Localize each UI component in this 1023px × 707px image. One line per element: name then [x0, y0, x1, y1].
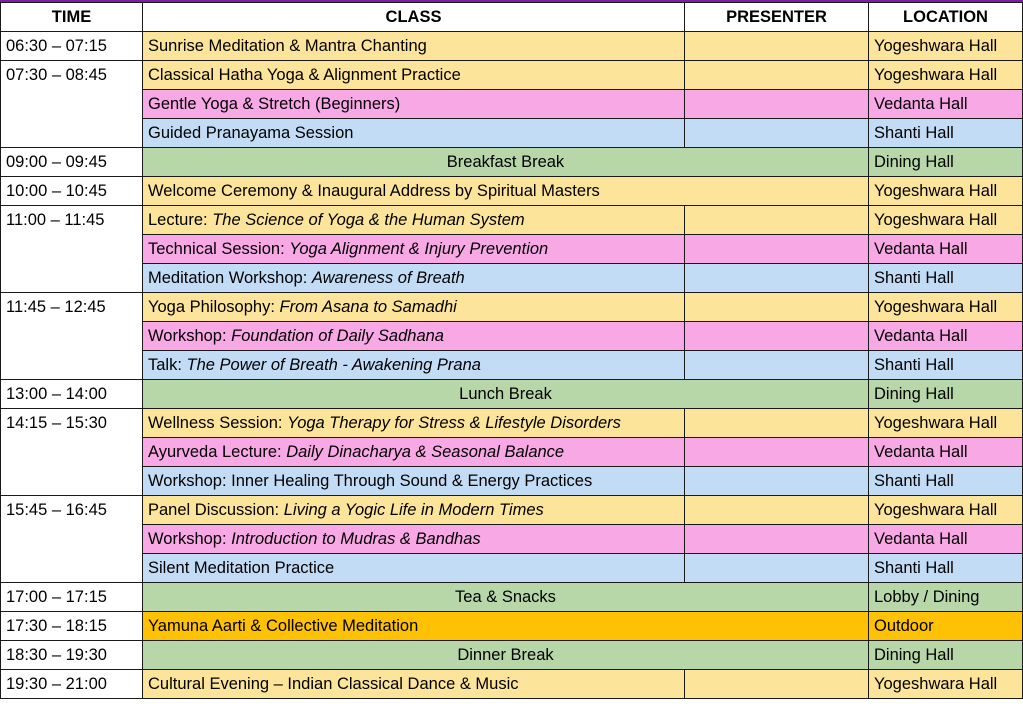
location-cell: Shanti Hall	[869, 467, 1023, 496]
table-row	[1, 293, 1023, 322]
class-cell	[143, 496, 685, 525]
table-row	[1, 670, 1023, 699]
class-cell	[143, 90, 685, 119]
table-row	[1, 148, 1023, 177]
table-row	[1, 177, 1023, 206]
class-cell	[143, 235, 685, 264]
class-cell	[143, 467, 685, 496]
class-text: Cultural Evening – Indian Classical Dance & Music	[148, 675, 519, 693]
time-cell: 09:00 – 09:45	[1, 148, 143, 177]
class-emphasis: Introduction to Mudras & Bandhas	[231, 530, 481, 548]
class-cell	[143, 409, 685, 438]
table-row	[1, 206, 1023, 235]
class-cell	[143, 32, 685, 61]
class-text: Yamuna Aarti & Collective Meditation	[148, 617, 419, 635]
class-cell	[143, 670, 685, 699]
class-cell	[143, 322, 685, 351]
location-cell: Yogeshwara Hall	[869, 293, 1023, 322]
table-row	[1, 119, 1023, 148]
table-row	[1, 380, 1023, 409]
location-cell: Shanti Hall	[869, 554, 1023, 583]
class-emphasis: From Asana to Samadhi	[279, 298, 457, 316]
table-row	[1, 467, 1023, 496]
location-cell: Yogeshwara Hall	[869, 670, 1023, 699]
presenter-header: PRESENTER	[685, 3, 869, 32]
class-text: Welcome Ceremony & Inaugural Address by Spiritual Masters	[148, 182, 600, 200]
time-header: TIME	[1, 3, 143, 32]
location-cell: Shanti Hall	[869, 119, 1023, 148]
class-emphasis: Foundation of Daily Sadhana	[231, 327, 444, 345]
time-cell: 17:00 – 17:15	[1, 583, 143, 612]
class-cell	[143, 525, 685, 554]
class-cell	[143, 612, 869, 641]
time-cell: 19:30 – 21:00	[1, 670, 143, 699]
class-cell	[143, 264, 685, 293]
location-cell: Shanti Hall	[869, 351, 1023, 380]
presenter-cell	[685, 409, 869, 438]
table-row	[1, 322, 1023, 351]
schedule-table	[0, 2, 1023, 699]
header-row	[1, 3, 1023, 32]
location-cell: Yogeshwara Hall	[869, 496, 1023, 525]
class-text: Wellness Session:	[148, 414, 288, 432]
time-cell: 10:00 – 10:45	[1, 177, 143, 206]
presenter-cell	[685, 206, 869, 235]
time-cell: 11:00 – 11:45	[1, 206, 143, 293]
location-cell: Yogeshwara Hall	[869, 61, 1023, 90]
location-cell: Yogeshwara Hall	[869, 409, 1023, 438]
location-cell: Vedanta Hall	[869, 525, 1023, 554]
location-cell: Dining Hall	[869, 641, 1023, 670]
presenter-cell	[685, 438, 869, 467]
break-cell: Breakfast Break	[143, 148, 869, 177]
class-cell	[143, 351, 685, 380]
class-cell	[143, 438, 685, 467]
class-text: Ayurveda Lecture:	[148, 443, 287, 461]
location-cell: Yogeshwara Hall	[869, 177, 1023, 206]
presenter-cell	[685, 90, 869, 119]
table-row	[1, 612, 1023, 641]
class-text: Meditation Workshop:	[148, 269, 312, 287]
presenter-cell	[685, 351, 869, 380]
class-cell	[143, 61, 685, 90]
class-header: CLASS	[143, 3, 685, 32]
location-cell: Outdoor	[869, 612, 1023, 641]
table-row	[1, 32, 1023, 61]
location-header: LOCATION	[869, 3, 1023, 32]
class-cell	[143, 177, 869, 206]
location-cell: Yogeshwara Hall	[869, 206, 1023, 235]
time-cell: 06:30 – 07:15	[1, 32, 143, 61]
table-row	[1, 438, 1023, 467]
location-cell: Dining Hall	[869, 380, 1023, 409]
presenter-cell	[685, 264, 869, 293]
class-emphasis: Daily Dinacharya & Seasonal Balance	[286, 443, 565, 461]
table-row	[1, 641, 1023, 670]
presenter-cell	[685, 554, 869, 583]
class-cell	[143, 293, 685, 322]
location-cell: Lobby / Dining	[869, 583, 1023, 612]
table-row	[1, 409, 1023, 438]
class-text: Sunrise Meditation & Mantra Chanting	[148, 37, 427, 55]
table-row	[1, 525, 1023, 554]
class-emphasis: The Science of Yoga & the Human System	[212, 211, 525, 229]
class-emphasis: Yoga Therapy for Stress & Lifestyle Disorders	[287, 414, 621, 432]
presenter-cell	[685, 322, 869, 351]
table-row	[1, 90, 1023, 119]
presenter-cell	[685, 467, 869, 496]
presenter-cell	[685, 119, 869, 148]
location-cell: Yogeshwara Hall	[869, 32, 1023, 61]
class-text: Yoga Philosophy:	[148, 298, 280, 316]
class-text: Workshop:	[148, 327, 232, 345]
location-cell: Vedanta Hall	[869, 235, 1023, 264]
break-cell: Dinner Break	[143, 641, 869, 670]
class-emphasis: Awareness of Breath	[311, 269, 465, 287]
class-emphasis: Living a Yogic Life in Modern Times	[283, 501, 544, 519]
time-cell: 13:00 – 14:00	[1, 380, 143, 409]
class-text: Talk:	[148, 356, 187, 374]
table-row	[1, 264, 1023, 293]
location-cell: Shanti Hall	[869, 264, 1023, 293]
location-cell: Vedanta Hall	[869, 90, 1023, 119]
class-cell	[143, 554, 685, 583]
presenter-cell	[685, 525, 869, 554]
class-text: Technical Session:	[148, 240, 290, 258]
table-row	[1, 351, 1023, 380]
time-cell: 11:45 – 12:45	[1, 293, 143, 380]
class-text: Lecture:	[148, 211, 213, 229]
location-cell: Vedanta Hall	[869, 438, 1023, 467]
presenter-cell	[685, 670, 869, 699]
schedule-body	[1, 32, 1023, 699]
time-cell: 15:45 – 16:45	[1, 496, 143, 583]
class-emphasis: The Power of Breath - Awakening Prana	[186, 356, 481, 374]
break-cell: Lunch Break	[143, 380, 869, 409]
location-cell: Vedanta Hall	[869, 322, 1023, 351]
presenter-cell	[685, 293, 869, 322]
class-text: Workshop: Inner Healing Through Sound & Energy Practices	[148, 472, 593, 490]
table-row	[1, 235, 1023, 264]
table-row	[1, 496, 1023, 525]
location-cell: Dining Hall	[869, 148, 1023, 177]
break-cell: Tea & Snacks	[143, 583, 869, 612]
class-cell	[143, 119, 685, 148]
class-text: Panel Discussion:	[148, 501, 284, 519]
presenter-cell	[685, 235, 869, 264]
time-cell: 14:15 – 15:30	[1, 409, 143, 496]
class-text: Classical Hatha Yoga & Alignment Practice	[148, 66, 461, 84]
class-emphasis: Yoga Alignment & Injury Prevention	[289, 240, 549, 258]
class-text: Gentle Yoga & Stretch (Beginners)	[148, 95, 401, 113]
presenter-cell	[685, 32, 869, 61]
class-text: Silent Meditation Practice	[148, 559, 335, 577]
presenter-cell	[685, 496, 869, 525]
time-cell: 17:30 – 18:15	[1, 612, 143, 641]
presenter-cell	[685, 61, 869, 90]
table-row	[1, 583, 1023, 612]
class-cell	[143, 206, 685, 235]
class-text: Guided Pranayama Session	[148, 124, 354, 142]
time-cell: 07:30 – 08:45	[1, 61, 143, 148]
table-row	[1, 61, 1023, 90]
time-cell: 18:30 – 19:30	[1, 641, 143, 670]
table-row	[1, 554, 1023, 583]
class-text: Workshop:	[148, 530, 232, 548]
